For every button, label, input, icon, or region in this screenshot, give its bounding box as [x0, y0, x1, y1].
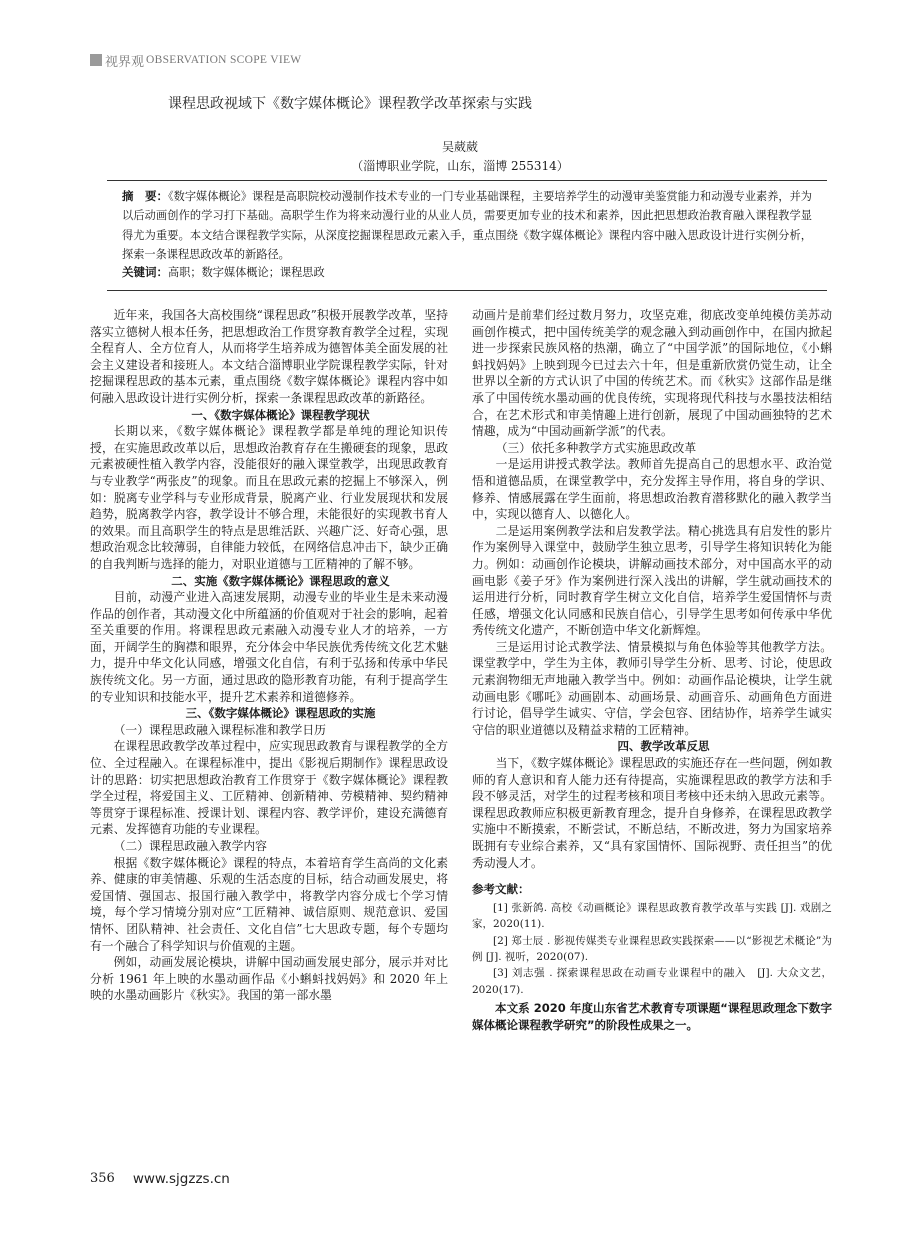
abstract-text: 《数字媒体概论》课程是高职院校动漫制作技术专业的一门专业基础课程，主要培养学生的动漫审美鉴赏能力和动漫专业素养，并为以后动画创作的学习打下基础。高职学生作为将来动漫行业的从业人员，需要更加专业的技术和素养，因此把思想政治教育融入课程教学显得尤为重要。本文结合课程教学实际，从深度挖掘课程思政元素入手，重点围绕《数字媒体概论》课程内容中融入思政设计进行实例分析，探索一条课程思政改革的新路径。 [122, 190, 812, 262]
reference-item: [1] 张新鸽. 高校《动画概论》课程思政教育教学改革与实践 [J]. 戏剧之家，2020(11). [472, 901, 832, 931]
paragraph: 目前，动漫产业进入高速发展期，动漫专业的毕业生是未来动漫作品的创作者，其动漫文化中所蕴涵的价值观对于社会的影响，起着至关重要的作用。将课程思政元素融入动漫专业人才的培养，一方面，开阔学生的胸襟和眼界，充分体会中华民族优秀传统文化艺术魅力，提升中华文化认同感，增强文化自信，有利于弘扬和传承中华民族传统文化。另一方面，通过思政的隐形教育功能，有利于提高学生的专业知识和技能水平，提升艺术素养和道德修养。 [90, 590, 448, 704]
footer-url: www.sjgzzs.cn [132, 1171, 230, 1187]
section-heading: 四、教学改革反思 [617, 739, 710, 754]
body-right-column [472, 307, 832, 1034]
references-heading: 参考文献： [472, 882, 530, 897]
subsection-heading: （二）课程思政融入教学内容 [113, 839, 267, 853]
subsection-heading: （一）课程思政融入课程标准和教学日历 [113, 722, 326, 737]
paragraph: 在课程思政教学改革过程中，应实现思政教育与课程教学的全方位、全过程融入。在课程标准中，提出《影视后期制作》课程思政设计的思路：切实把思想政治教育工作贯穿于《数字媒体概论》课程教学全过程，将爱国主义、工匠精神、创新精神、劳模精神、契约精神等贯穿于课程标准、授课计划、课程内容、教学评价，建设充满德育元素、发挥德育功能的专业课程。 [90, 739, 448, 837]
divider-top [107, 180, 827, 181]
reference-item: [3] 刘志强 . 探索课程思政在动画专业课程中的融入 [J]. 大众文艺，2020(17). [472, 967, 832, 996]
keywords-text: 高职；数字媒体概论；课程思政 [168, 266, 325, 279]
keywords [122, 264, 325, 280]
keywords-label: 关键词： [122, 265, 168, 279]
page-footer [90, 1171, 230, 1187]
abstract [122, 187, 812, 265]
right-column-text [472, 307, 832, 871]
funding-note: 本文系 2020 年度山东省艺术教育专项课题“课程思政理念下数字媒体概论课程教学研究”的阶段性成果之一。 [472, 1001, 832, 1033]
paragraph: 动画片是前辈们经过数月努力，攻坚克难，彻底改变单纯模仿美苏动画创作模式，把中国传统美学的观念融入到动画创作中，在国内掀起进一步探索民族风格的热潮，确立了“中国学派”的国际地位，《小蝌蚪找妈妈》上映到现今已过去六十年，但是重新欣赏仍觉生动，让全世界以全新的方式认识了中国的传统艺术。而《秋实》这部作品是继承了中国传统水墨动画的优良传统，实现将现代科技与水墨技法相结合，在艺术形式和审美情趣上进行创新，展现了中国动画独特的艺术情趣，成为“中国动画新学派”的代表。 [472, 308, 832, 439]
running-header [90, 52, 301, 68]
paragraph: 根据《数字媒体概论》课程的特点，本着培育学生高尚的文化素养、健康的审美情趣、乐观的生活态度的目标，结合动画发展史，将爱国情、强国志、报国行融入教学中，将教学内容分成七个学习情境，每个学习情境分别对应“工匠精神、诚信原则、规范意识、爱国情怀、团队精神、社会责任、文化自信”七大思政专题，每个专题均有一个融合了科学知识与价值观的主题。 [90, 855, 448, 953]
subsection-heading: （三）依托多种教学方式实施思政改革 [495, 440, 697, 455]
paragraph: 二是运用案例教学法和启发教学法。精心挑选具有启发性的影片作为案例导入课堂中，鼓励学生独立思考，引导学生将知识转化为能力。例如：动画创作论模块，讲解动画技术部分，对中国高水平的动画电影《姜子牙》作为案例进行深入浅出的讲解，学生就动画技术的运用进行分析，同时教育学生树立文化自信，培养学生爱国情怀与责任感，增强文化认同感和民族自信心，引导学生思考如何传承中华优秀传统文化遗产，不断创造中华文化新辉煌。 [472, 523, 832, 638]
section-heading: 三、《数字媒体概论》课程思政的实施 [185, 706, 376, 721]
affiliation: （淄博职业学院，山东，淄博 255314） [351, 159, 569, 173]
section-name-en: OBSERVATION SCOPE VIEW [146, 54, 302, 66]
page-number: 356 [90, 1171, 115, 1186]
abstract-label: 摘 要： [122, 189, 169, 203]
paragraph: 当下，《数字媒体概论》课程思政的实施还存在一些问题，例如教师的育人意识和育人能力还有待提高，实施课程思政的教学方法和手段不够灵活，对学生的过程考核和项目考核中还未纳入思政元素等。课程思政教师应积极更新教育理念，提升自身修养，在课程思政教学实施中不断摸索，不断尝试，不断总结，不断改进，努力为国家培养既拥有专业综合素养，又“具有家国情怀、国际视野、责任担当”的优秀动漫人才。 [472, 756, 832, 870]
paragraph: 三是运用讨论式教学法、情景模拟与角色体验等其他教学方法。课堂教学中，学生为主体，教师引导学生分析、思考、讨论，使思政元素润物细无声地融入教学当中。例如：动画作品论模块，让学生就动画电影《哪吒》动画剧本、动画场景、动画音乐、动画角色方面进行讨论，倡导学生诚实、守信，学会包容、团结协作，培养学生诚实守信的职业道德以及精益求精的工匠精神。 [472, 639, 832, 737]
article-title: 课程思政视域下《数字媒体概论》课程教学改革探索与实践 [168, 96, 532, 112]
section-name: 视界观 [105, 54, 145, 70]
header-square-icon [90, 54, 102, 66]
author: 吴葳葳 [441, 140, 478, 154]
reference-item: [2] 郑士辰 . 影视传媒类专业课程思政实践探索——以“影视艺术概论”为例 [J]. 视听，2020(07). [472, 934, 832, 963]
body-left-column [90, 307, 448, 1004]
section-heading: 二、实施《数字媒体概论》课程思政的意义 [171, 573, 390, 588]
paragraph: 近年来，我国各大高校围绕“课程思政”积极开展教学改革，坚持落实立德树人根本任务，把思想政治工作贯穿教育教学全过程，实现全程育人、全方位育人，从而将学生培养成为德智体美全面发展的社会主义建设者和接班人。本文结合淄博职业学院课程教学实际，针对挖掘课程思政的基本元素，重点围绕《数字媒体概论》课程内容中如何融入思政设计进行实例分析，探索一条课程思政改革的新路径。 [90, 308, 448, 405]
paragraph: 长期以来，《数字媒体概论》课程教学都是单纯的理论知识传授，在实施思政改革以后，思想政治教育存在生搬硬套的现象，思政元素被硬性植入教学内容，没能很好的融入课堂教学，出现思政教育与专业教学“两张皮”的现象。而且在思政元素的挖掘上不够深入，例如：脱离专业学科与专业形成背景，脱离产业、行业发展现状和发展趋势，脱离教学内容，教学设计不够合理，未能很好的实现教书育人的效果。而且高职学生的特点是思维活跃、兴趣广泛、好奇心强，思想政治观念比较薄弱，自律能力较低，在网络信息冲击下，缺少正确的自我判断与选择的能力，对职业道德与工匠精神的了解不够。 [90, 424, 448, 571]
section-heading: 一、《数字媒体概论》课程教学现状 [191, 407, 370, 422]
paragraph: 一是运用讲授式教学法。教师首先提高自己的思想水平、政治觉悟和道德品质，在课堂教学中，充分发挥主导作用，将自身的学识、修养、情感展露在学生面前，将思想政治教育潜移默化的融入教学当中，实现以德育人、以德化人。 [472, 457, 832, 522]
divider-bottom [107, 290, 827, 291]
paragraph: 例如，动画发展论模块，讲解中国动画发展史部分，展示并对比分析 1961 年上映的水墨动画作品《小蝌蚪找妈妈》和 2020 年上映的水墨动画影片《秋实》。我国的第一部水墨 [90, 955, 448, 1003]
